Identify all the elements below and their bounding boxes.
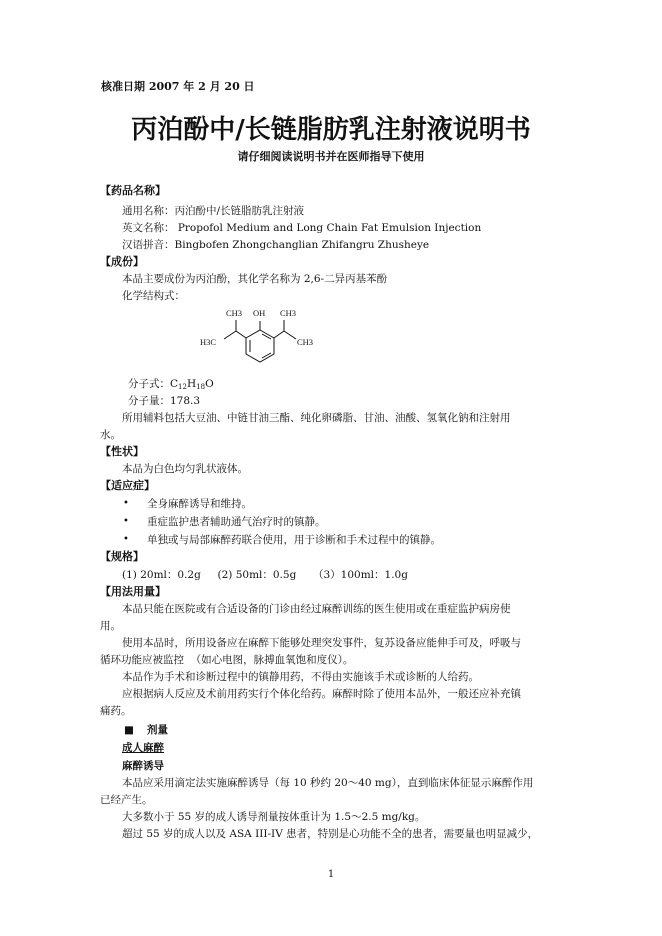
section-heading-drug-name: 【药品名称】: [100, 184, 166, 197]
dosage-para-2b: 循环功能应被监控 （如心电图，脉搏血氧饱和度仪）。: [100, 654, 354, 666]
h3c-label: H3C: [200, 337, 217, 347]
dosage-para-4a: 应根据病人反应及术前用药实行个体化给药。麻醉时除了使用本品外，一般还应补充镇: [122, 688, 521, 700]
bullet-dot: •: [123, 516, 129, 527]
dosage-para-4b: 痛药。: [100, 705, 132, 717]
dosage-para-1a: 本品只能在医院或有合适设备的门诊由经过麻醉训练的医生使用或在重症监护病房使: [122, 603, 511, 615]
indication-item: 重症监护患者辅助通气治疗时的镇静。: [147, 516, 326, 528]
section-heading-dosage: 【用法用量】: [100, 585, 166, 598]
bullet-dot: •: [123, 534, 129, 545]
bullet-dot: •: [123, 498, 129, 509]
excipients-line-1: 所用辅料包括大豆油、中链甘油三酯、纯化卵磷脂、甘油、油酸、氢氧化钠和注射用: [122, 412, 511, 424]
page-number: 1: [327, 869, 335, 880]
dosage-para-1b: 用。: [100, 620, 121, 632]
document-title: 丙泊酚中/长链脂肪乳注射液说明书: [131, 115, 531, 145]
composition-main: 本品主要成份为丙泊酚，其化学名称为 2,6-二异丙基苯酚: [122, 273, 388, 285]
adult-anesthesia-heading: 成人麻醉: [122, 742, 164, 754]
section-heading-indications: 【适应症】: [100, 479, 155, 492]
document-subtitle: 请仔细阅读说明书并在医师指导下使用: [237, 150, 425, 163]
oh-label: OH: [253, 308, 266, 318]
excipients-line-2: 水。: [100, 429, 121, 441]
english-name: 英文名称： Propofol Medium and Long Chain Fat Emulsion Injection: [122, 222, 482, 234]
induction-heading: 麻醉诱导: [122, 760, 164, 772]
section-heading-composition: 【成份】: [100, 255, 144, 268]
generic-name: 通用名称：丙泊酚中/长链脂肪乳注射液: [122, 205, 305, 217]
square-bullet-icon: ■: [124, 724, 134, 736]
molecular-formula: 分子式：$C_{12}H_{18}O$: [128, 378, 214, 391]
dosage-para-2a: 使用本品时，所用设备应在麻醉下能够处理突发事件，复苏设备应能伸手可及，呼吸与: [122, 637, 521, 649]
dosage-para-5a: 本品应采用滴定法实施麻醉诱导（每 10 秒约 20～40 mg），直到临床体征显示麻醉作用: [122, 777, 534, 789]
section-heading-appearance: 【性状】: [100, 445, 144, 458]
section-heading-specs: 【规格】: [100, 550, 144, 563]
specs-text: (1) 20ml：0.2g (2) 50ml：0.5g （3）100ml：1.0g: [122, 569, 408, 581]
approval-date: 核准日期 2007 年 2 月 20 日: [101, 80, 255, 93]
chemical-structure-diagram: [180, 303, 340, 373]
structure-label: 化学结构式：: [122, 290, 185, 302]
dosage-para-6: 大多数小于 55 岁的成人诱导剂量按体重计为 1.5～2.5 mg/kg。: [122, 811, 426, 823]
benzene-ring: [224, 320, 296, 362]
molecular-weight: 分子量：178.3: [128, 395, 201, 407]
dosage-para-3: 本品作为手术和诊断过程中的镇静用药，不得由实施该手术或诊断的人给药。: [122, 671, 479, 683]
ch3-label-left: CH3: [226, 308, 243, 318]
pinyin-name: 汉语拼音：Bingbofen Zhongchanglian Zhifangru Zhusheye: [122, 239, 430, 251]
ch3-label-right: CH3: [280, 308, 297, 318]
ch3-label-lower: CH3: [297, 337, 314, 347]
appearance-text: 本品为白色均匀乳状液体。: [122, 463, 248, 475]
dosage-para-5b: 已经产生。: [100, 794, 153, 806]
dose-heading: 剂量: [147, 724, 168, 736]
indication-item: 全身麻醉诱导和维持。: [147, 498, 252, 510]
dosage-para-7: 超过 55 岁的成人以及 ASA III-IV 患者，特别是心功能不全的患者，需要量也明显减少，: [122, 828, 539, 840]
indication-item: 单独或与局部麻醉药联合使用，用于诊断和手术过程中的镇静。: [147, 534, 441, 546]
